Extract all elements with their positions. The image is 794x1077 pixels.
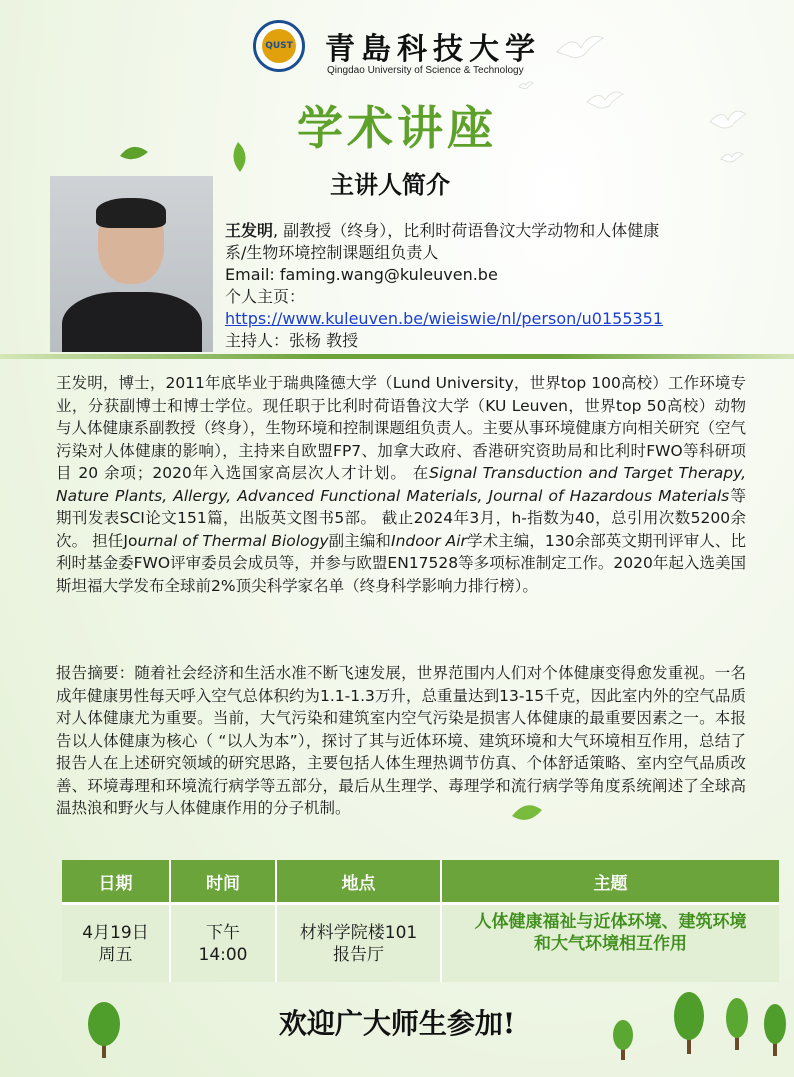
room-text: 报告厅 xyxy=(333,944,384,965)
speaker-title-line xyxy=(225,220,765,242)
bio-journal-indoor: Indoor Air xyxy=(391,531,467,550)
speaker-name: 王发明 xyxy=(225,221,274,240)
speaker-bio xyxy=(56,372,746,597)
header-time: 时间 xyxy=(170,860,276,904)
host-line: 主持人：张杨 教授 xyxy=(225,331,359,350)
dove-icon xyxy=(518,80,534,92)
section-divider xyxy=(0,354,794,359)
homepage-label: 个人主页： xyxy=(225,287,306,306)
welcome-message: 欢迎广大师生参加! xyxy=(278,1007,516,1040)
header-date: 日期 xyxy=(62,860,170,904)
topic-text: 人体健康福祉与近体环境、建筑环境 xyxy=(474,912,747,932)
page-title: 学术讲座 xyxy=(297,101,497,155)
building-text: 材料学院楼101 xyxy=(299,922,418,943)
university-header xyxy=(253,20,553,80)
cell-time xyxy=(170,904,276,983)
bio-journals: Signal Transduction and Target Therapy, Nature Plants, Allergy, Advanced Functional Materials, Journal of Hazardous Materials xyxy=(56,464,746,505)
bio-text: 等期刊发表SCI论文151篇，出版英文图书5部。 截止2024年3月，h-指数为40，总引用次数5200余次。 担任Jo xyxy=(56,486,746,550)
talk-abstract: 报告摘要：随着社会经济和生活水准不断飞速发展，世界范围内人们对个体健康变得愈发重视。一名成年健康男性每天呼入空气总体积约为1.1-1.3万升，总重量达到13-15千克，因此室内外的空气品质对人体健康尤为重要。当前，大气污染和建筑室内空气污染是损害人体健康的最重要因素之一。本报告以人体健康为核心（ “以人为本”），探讨了其与近体环境、建筑环境和大气环境相互作用，总结了报告人在上述研究领域的研究思路，主要包括人体生理热调节仿真、个体舒适策略、室内空气品质改善、环境毒理和环境流行病学等五部分，最后从生理学、毒理学和流行病学等角度系统阐述了全球高温热浪和野火与人体健康作用的分子机制。 xyxy=(56,664,746,817)
speaker-photo xyxy=(50,176,213,352)
section-subtitle: 主讲人简介 xyxy=(330,171,450,199)
bio-text: 王发明，博士，2011年底毕业于瑞典隆德大学（Lund University，世界top 100高校）工作环境专业，分获副博士和博士学位。现任职于比利时荷语鲁汶大学（KU Leuven，世界top 50高校）动物与人体健康系副教授（终身），生物环境和控制课题组负责人。主要从事环境健康方向相关研究（空气污染对人体健康的影响），主持来自欧盟FP7、加拿大政府、香港研究资助局和比利时FWO等科研项目 20 余项；2020年入选国家高层次人才计划。 在 xyxy=(56,374,746,482)
speaker-position-cont: 系/生物环境控制课题组负责人 xyxy=(225,243,439,262)
cell-date xyxy=(62,904,170,983)
bio-journal-editor: urnal of Thermal Biology xyxy=(137,531,329,550)
university-emblem xyxy=(253,20,305,72)
topic-text-cont: 和大气环境相互作用 xyxy=(534,934,687,954)
emblem-text: QUST xyxy=(262,29,296,63)
bio-text: 学术主编，130余部英文期刊评审人、比利时基金委FWO评审委员会成员等，并参与欧盟EN17528等多项标准制定工作。2020年起入选美国斯坦福大学发布全球前2%顶尖科学家名单（终身科学影响力排行榜）。 xyxy=(56,531,746,595)
header-topic: 主题 xyxy=(441,860,779,904)
university-name-cn: 青島科技大学 xyxy=(325,32,541,67)
dove-icon xyxy=(555,30,605,70)
photo-hair xyxy=(96,198,166,228)
time-text: 14:00 xyxy=(198,944,248,965)
speaker-email: Email: faming.wang@kuleuven.be xyxy=(225,265,498,284)
cell-topic xyxy=(441,904,779,983)
bio-text: 副主编和 xyxy=(328,531,392,550)
table-row xyxy=(62,904,779,983)
speaker-position: , 副教授（终身），比利时荷语鲁汶大学动物和人体健康 xyxy=(273,221,660,240)
photo-body xyxy=(62,292,202,352)
schedule-table xyxy=(62,860,779,982)
speaker-info xyxy=(225,220,765,352)
date-text: 4月19日 xyxy=(82,922,149,943)
cell-place xyxy=(276,904,441,983)
homepage-link[interactable]: https://www.kuleuven.be/wieiswie/nl/person/u0155351 xyxy=(225,309,664,328)
time-period: 下午 xyxy=(206,922,240,943)
weekday-text: 周五 xyxy=(98,944,133,965)
table-header-row xyxy=(62,860,779,904)
university-name-en: Qingdao University of Science & Technology xyxy=(327,65,524,76)
header-place: 地点 xyxy=(276,860,441,904)
